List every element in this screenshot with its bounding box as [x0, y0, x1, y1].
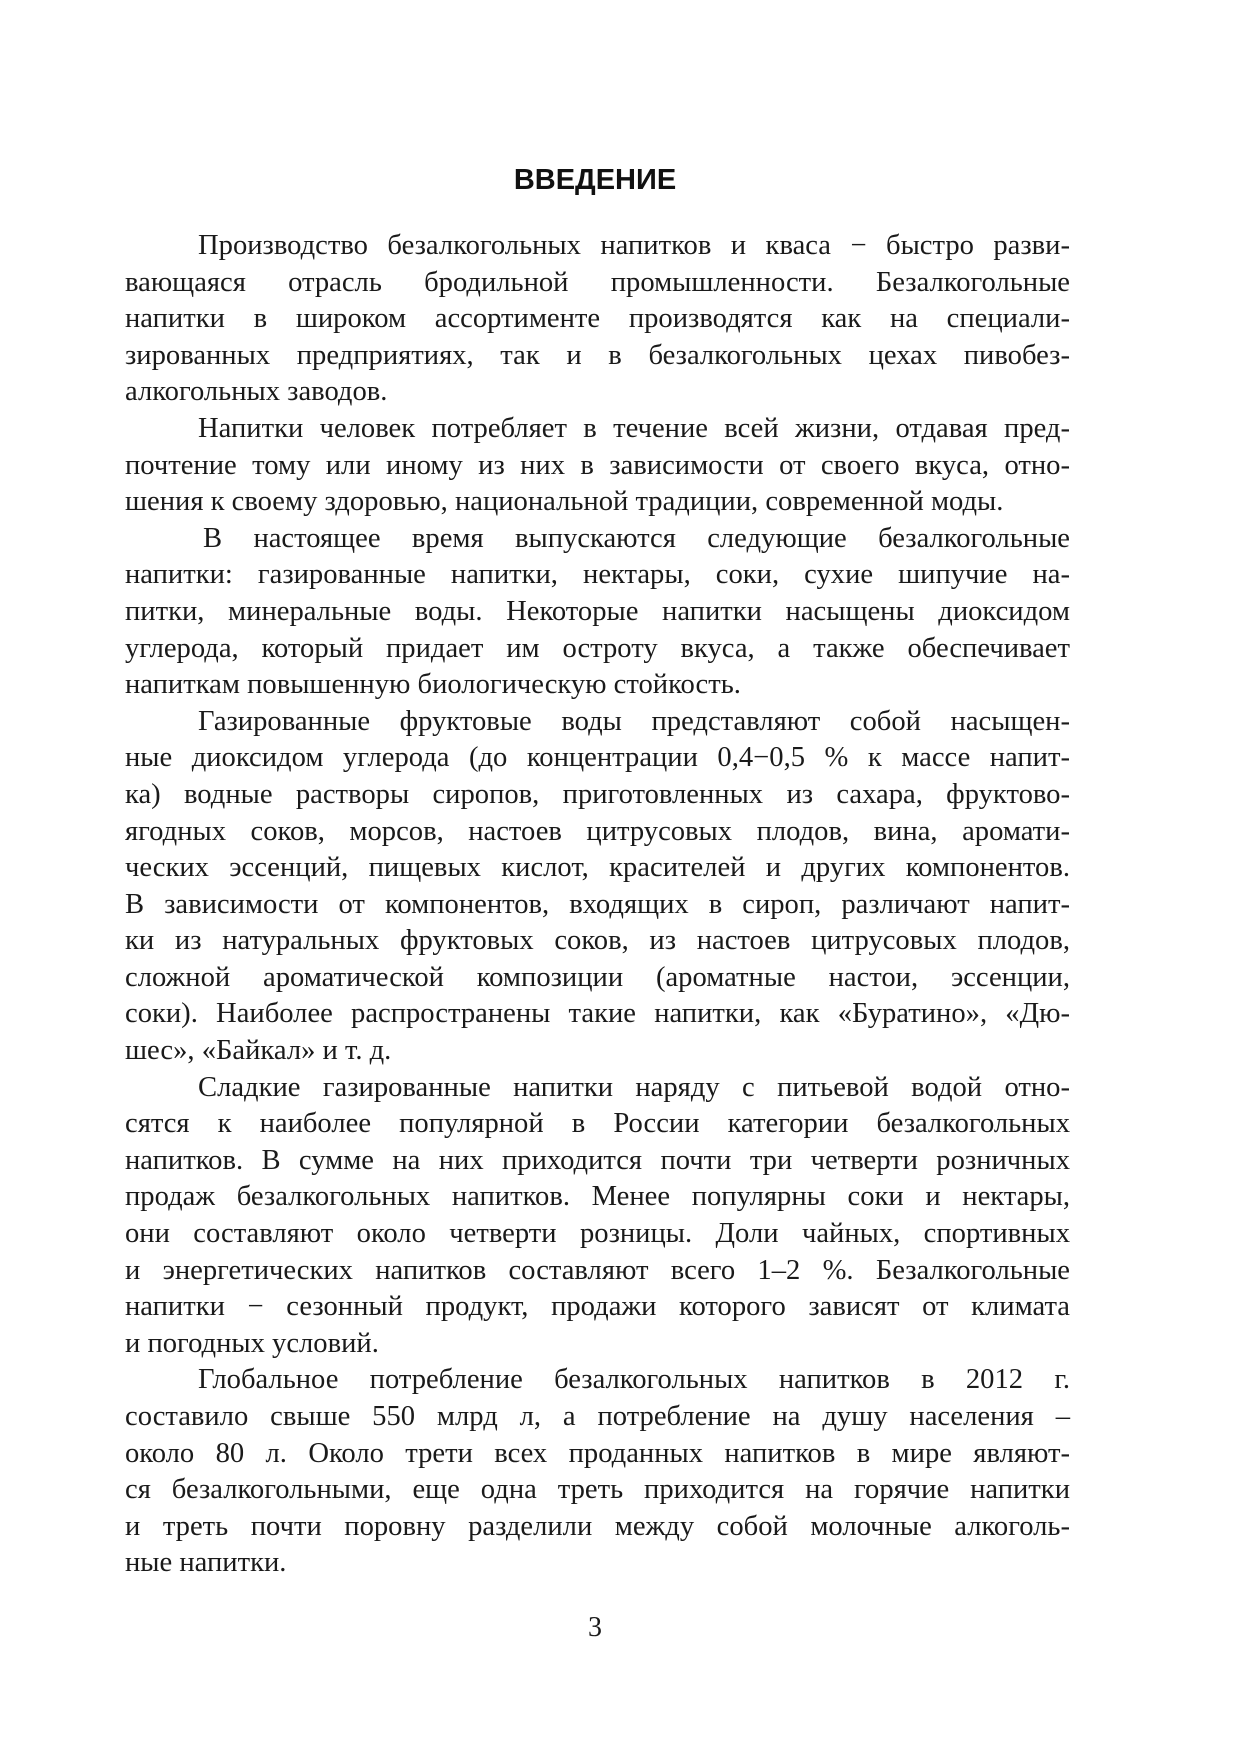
text-line: почтение тому или иному из них в зависимости от своего вкуса, отно- [125, 449, 1070, 481]
text-line: В зависимости от компонентов, входящих в сироп, различают напит- [125, 888, 1070, 920]
text-line: В настоящее время выпускаются следующие безалкогольные [203, 522, 1070, 554]
text-line: зированных предприятиях, так и в безалкогольных цехах пивобез- [125, 339, 1070, 371]
text-line: напитки − сезонный продукт, продажи которого зависят от климата [125, 1291, 1070, 1323]
text-line: ки из натуральных фруктовых соков, из настоев цитрусовых плодов, [125, 925, 1070, 957]
text-line: Напитки человек потребляет в течение всей жизни, отдавая пред- [198, 412, 1070, 444]
body-text [125, 228, 1070, 1582]
text-line: ягодных соков, морсов, настоев цитрусовых плодов, вина, аромати- [125, 815, 1070, 847]
text-line: и треть почти поровну разделили между собой молочные алкоголь- [125, 1510, 1070, 1542]
page-title: ВВЕДЕНИЕ [513, 164, 677, 196]
text-line: соки). Наиболее распространены такие напитки, как «Буратино», «Дю- [125, 998, 1070, 1030]
text-line: ные диоксидом углерода (до концентрации 0,4−0,5 % к массе напит- [125, 742, 1070, 774]
paragraph-3 [125, 521, 1070, 704]
text-line: напиткам повышенную биологическую стойкость. [125, 669, 741, 701]
text-line: Производство безалкогольных напитков и кваса − быстро разви- [198, 230, 1070, 261]
text-line: сятся к наиболее популярной в России категории безалкогольных [125, 1108, 1070, 1140]
text-line: около 80 л. Около трети всех проданных напитков в мире являют- [125, 1437, 1070, 1469]
text-line: и погодных условий. [125, 1327, 379, 1359]
text-line: ся безалкогольными, еще одна треть приходится на горячие напитки [125, 1474, 1070, 1506]
text-line: сложной ароматической композиции (ароматные настои, эссенции, [125, 961, 1070, 993]
text-line: Глобальное потребление безалкогольных напитков в 2012 г. [198, 1364, 1070, 1396]
text-line: шения к своему здоровью, национальной традиции, современной моды. [125, 486, 1004, 518]
text-line: напитков. В сумме на них приходится почти три четверти розничных [125, 1144, 1070, 1176]
text-line: углерода, который придает им остроту вкуса, а также обеспечивает [125, 632, 1070, 664]
text-line: напитки: газированные напитки, нектары, соки, сухие шипучие на- [125, 559, 1070, 591]
text-line: шес», «Байкал» и т. д. [125, 1035, 392, 1067]
text-line: они составляют около четверти розницы. Доли чайных, спортивных [125, 1218, 1070, 1250]
text-line: алкогольных заводов. [125, 376, 388, 408]
paragraph-4 [125, 704, 1070, 1070]
paragraph-1 [125, 228, 1070, 411]
text-line: ка) водные растворы сиропов, приготовленных из сахара, фруктово- [125, 778, 1070, 810]
text-line: составило свыше 550 млрд л, а потребление на душу населения – [125, 1401, 1070, 1432]
paragraph-6 [125, 1362, 1070, 1582]
text-line: Газированные фруктовые воды представляют собой насыщен- [198, 705, 1070, 737]
page-number: 3 [588, 1612, 602, 1643]
text-line: продаж безалкогольных напитков. Менее популярны соки и нектары, [125, 1181, 1070, 1213]
text-line: ные напитки. [125, 1547, 287, 1579]
text-line: напитки в широком ассортименте производятся как на специали- [125, 303, 1070, 335]
paragraph-2 [125, 411, 1070, 521]
text-line: и энергетических напитков составляют всего 1–2 %. Безалкогольные [125, 1254, 1070, 1286]
text-line: вающаяся отрасль бродильной промышленности. Безалкогольные [125, 266, 1070, 298]
paragraph-5 [125, 1070, 1070, 1363]
text-line: Сладкие газированные напитки наряду с питьевой водой отно- [198, 1071, 1070, 1103]
text-line: питки, минеральные воды. Некоторые напитки насыщены диоксидом [125, 595, 1070, 627]
text-line: ческих эссенций, пищевых кислот, красителей и других компонентов. [125, 852, 1070, 884]
